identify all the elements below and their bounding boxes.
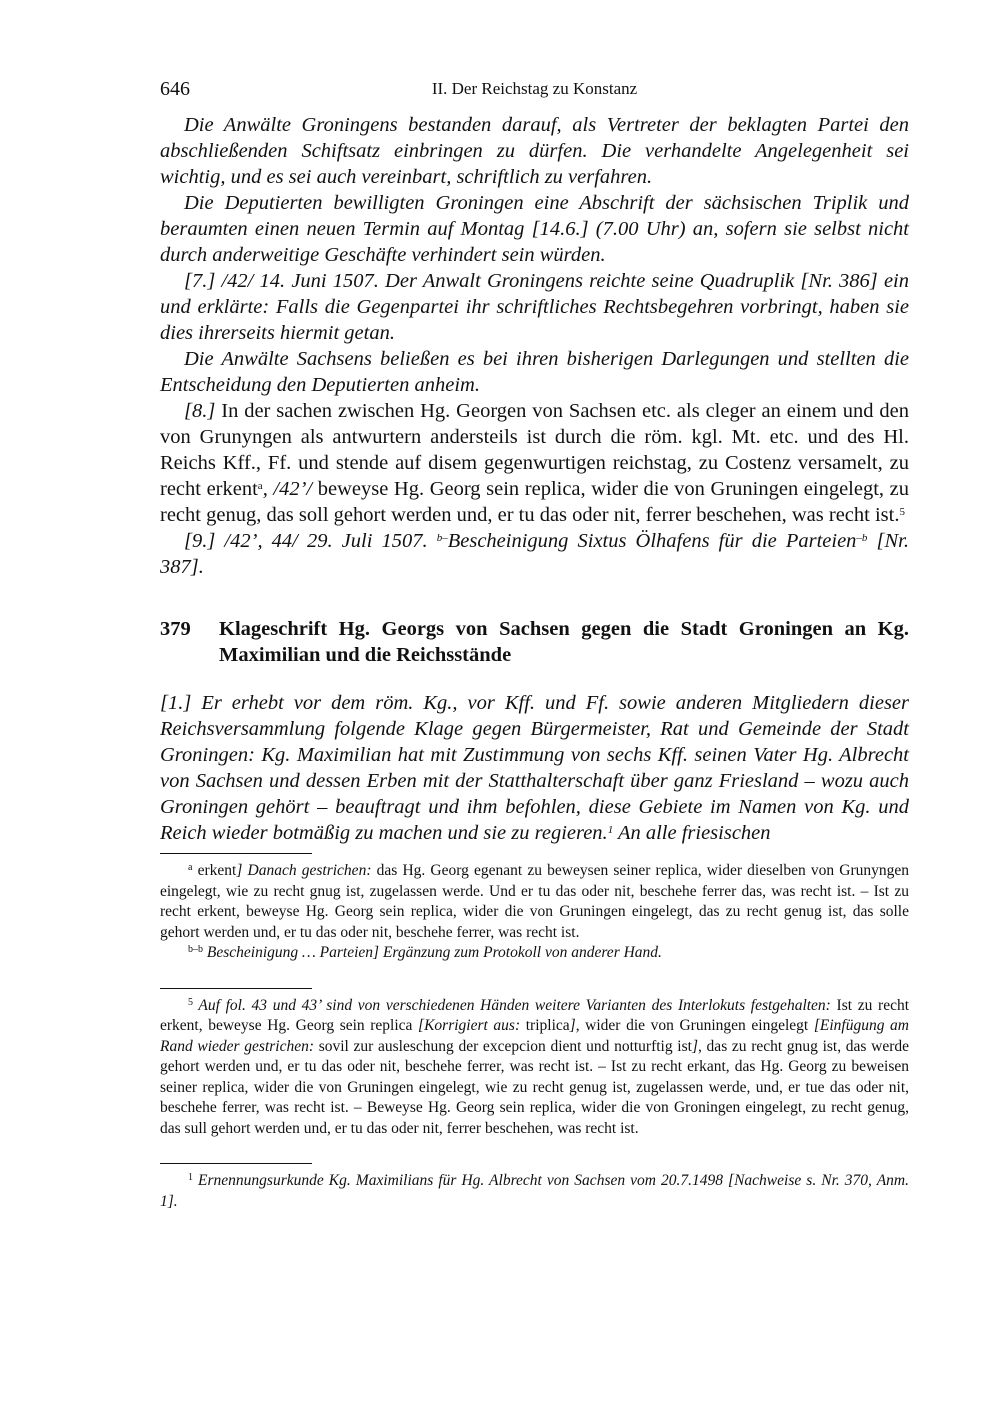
footnote-a (160, 861, 909, 943)
paragraph-label: [8.] (184, 400, 216, 422)
section-number: 379 (160, 618, 191, 640)
footnote-divider (160, 853, 312, 854)
footnote-ref-b-end[interactable]: –b (856, 532, 868, 544)
footnote-text: das Hg. Georg egenant zu beweysen seiner replica, wider dieselben von Grunyngen eingelegt, wie zu recht gnug ist, zugelassen werde. Und er tu das oder nit, beschehe ferrer das, was recht ist. – Ist zu recht erkent, beweyse Hg. Georg sein replica, wider die von Gruningen eingelegt, das zu recht genug ist, das solle gehort werden und, er tu das oder nit, beschehe ferrer, was recht ist. (160, 862, 910, 941)
section-intro (160, 690, 909, 846)
editorial-note: Auf fol. 43 und 43’ sind von verschiedenen Händen weitere Varianten des Interlokuts festgehalten: (193, 996, 831, 1014)
footnote-text: sovil zur ausleschung der excepcion dient und notturftig ist (314, 1037, 692, 1055)
footnotes-numbered (160, 1171, 909, 1212)
page (160, 78, 909, 1212)
text-run: [1.] Er erhebt vor dem röm. Kg., vor Kff. und Ff. sowie anderen Mitgliedern dieser Reichsversammlung folgende Klage gegen Bürgermeister, Rat und Gemeinde der Stadt Groningen: Kg. Maximilian hat mit Zustimmung von sechs Kff. seinen Vater Hg. Albrecht von Sachsen und dessen Erben mit der Statthalterschaft über ganz Friesland – wozu auch Groningen gehört – beauftragt und ihm befohlen, diese Gebiete im Namen von Kg. und Reich wieder botmäßig zu machen und sie zu regieren. (160, 692, 909, 844)
footnote-text: Bescheinigung … Parteien] Ergänzung zum Protokoll von anderer Hand. (203, 944, 662, 961)
footnote-mark: a (188, 862, 193, 873)
paragraph (160, 690, 909, 846)
footnote-ref-5[interactable]: 5 (899, 506, 905, 518)
footnote-text: triplica (520, 1017, 570, 1034)
text-run: beweyse Hg. Georg sein replica, wider die von Gruningen eingelegt, zu recht genug, das soll gehort werden und, er tu das oder nit, ferrer beschehen, was recht ist. (160, 478, 909, 526)
editorial-note: [Korrigiert aus: (418, 1017, 521, 1034)
text-run: Bescheinigung Sixtus Ölhafens für die Parteien (447, 530, 857, 552)
footnote-text: , das zu recht gnug ist, das werde gehort werden und, er tu das oder nit, beschehe ferrer, was recht ist. – Ist zu recht erkant, das Hg. Georg zu beweisen seiner replica, wider die von Gruningen eingelegt, wie zu recht genug ist, zugelassen werde, und, er tue das oder nit, beschehe ferrer, was recht ist. – Beweyse Hg. Georg sein replica, wider die von Groningen eingelegt, zu recht genug, das sull gehort werden und, er tu das oder nit, ferrer beschehen, was recht ist. (160, 1037, 909, 1137)
page-number: 646 (160, 78, 190, 100)
paragraph: Die Anwälte Groningens bestanden darauf, als Vertreter der beklagten Partei den abschließenden Schiftsatz einbringen zu dürfen. Die verhandelte Angelegenheit sei wichtig, und es sei auch vereinbart, schriftlich zu verfahren. (160, 114, 909, 188)
footnote-5 (160, 996, 909, 1140)
paragraph: Die Anwälte Sachsens beließen es bei ihren bisherigen Darlegungen und stellten die Entscheidung den Deputierten anheim. (160, 348, 909, 396)
main-text (160, 112, 909, 580)
text-run: An alle friesischen (613, 822, 771, 844)
text-run: [9.] /42’, 44/ 29. Juli 1507. (184, 530, 437, 552)
footnote-ref-b-start[interactable]: b– (436, 532, 448, 544)
footnote-text: , wider die von Gruningen eingelegt (575, 1017, 814, 1034)
paragraph (160, 528, 909, 580)
footnote-ref-1[interactable]: 1 (607, 824, 614, 836)
editorial-note: ] (569, 1017, 576, 1034)
text-run: [Nr. 387]. (160, 530, 909, 578)
footnote-text: Ernennungsurkunde Kg. Maximilians für Hg. Albrecht von Sachsen vom 20.7.1498 [Nachweise s. Nr. 370, Anm. 1]. (160, 1172, 909, 1210)
section-heading (160, 616, 909, 668)
editorial-note: [Einfügung am Rand wieder gestrichen: (160, 1017, 909, 1055)
footnote-lemma: erkent (192, 862, 237, 879)
footnote-ref-a[interactable]: a (257, 480, 263, 492)
paragraph: Die Deputierten bewilligten Groningen eine Abschrift der sächsischen Triplik und beraumten einen neuen Termin auf Montag [14.6.] (7.00 Uhr) an, sofern sie selbst nicht durch anderweitige Geschäfte verhindert sein würden. (160, 192, 909, 266)
editorial-note: ] Danach gestrichen: (236, 862, 372, 879)
footnote-divider (160, 1163, 312, 1164)
footnote-mark: 1 (188, 1172, 193, 1183)
footnote-mark: b–b (188, 944, 203, 955)
folio-ref: , /42’/ (262, 478, 313, 500)
editorial-note: ] (691, 1037, 698, 1055)
footnote-1 (160, 1171, 909, 1212)
text-run: In der sachen zwischen Hg. Georgen von Sachsen etc. als cleger an einem und den von Grunyngen als antwurtern andersteils ist durch die röm. kgl. Mt. etc. und des Hl. Reichs Kff., Ff. und stende auf disem gegenwurtigen reichstag, zu Costenz versamelt, zu recht erkent (160, 400, 909, 500)
paragraph: [7.] /42/ 14. Juni 1507. Der Anwalt Groningens reichte seine Quadruplik [Nr. 386] ein und erklärte: Falls die Gegenpartei ihr schriftliches Rechtsbegehren vorbringt, haben sie dies ihrerseits hiermit getan. (160, 270, 909, 344)
footnotes-numbered (160, 996, 909, 1140)
running-title: II. Der Reichstag zu Konstanz (431, 79, 638, 98)
page-header (160, 78, 909, 112)
paragraph-interlocutory (160, 398, 909, 528)
footnote-text: Ist zu recht erkent, beweyse Hg. Georg sein replica (160, 996, 910, 1034)
footnote-divider (160, 988, 312, 989)
footnote-b (160, 943, 909, 964)
section-title: Klageschrift Hg. Georgs von Sachsen gegen die Stadt Groningen an Kg. Maximilian und die Reichsstände (219, 618, 909, 666)
footnote-mark: 5 (188, 996, 193, 1008)
footnotes-letters (160, 861, 909, 964)
